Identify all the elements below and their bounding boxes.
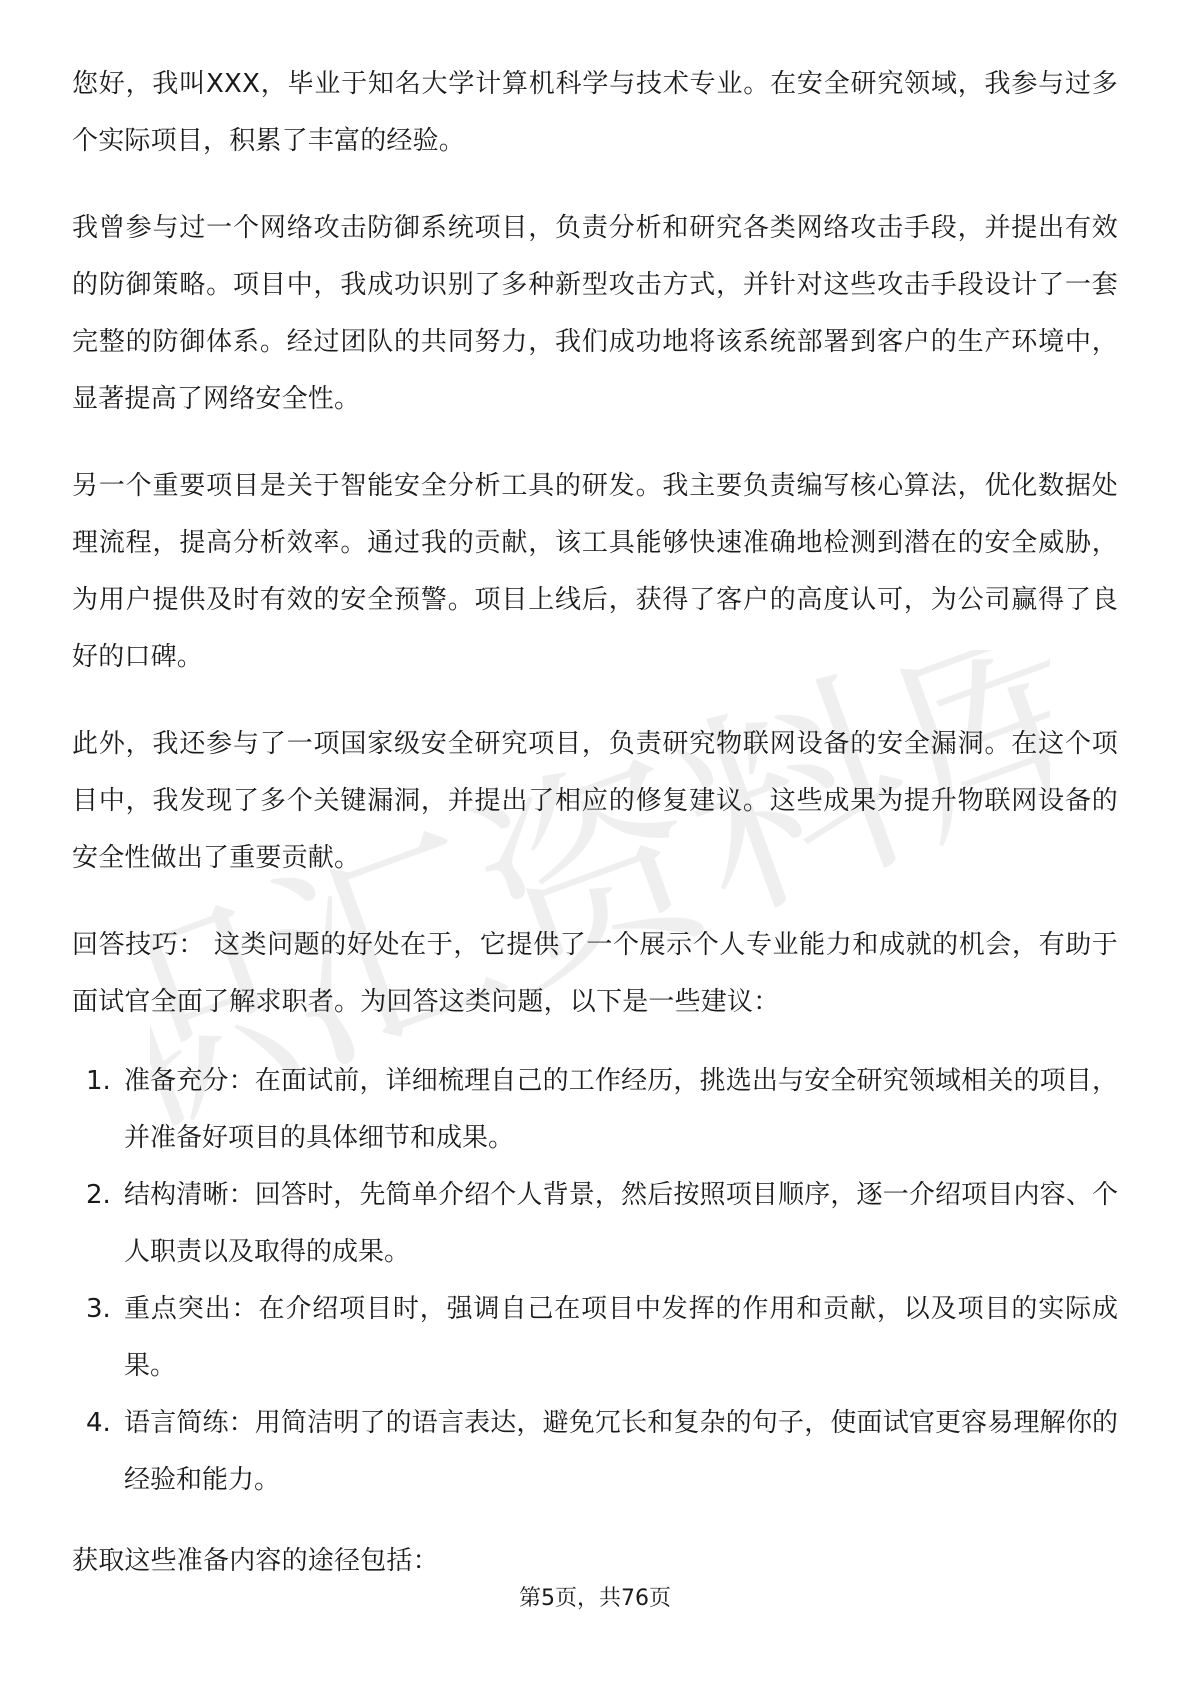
tips-list: [72, 1053, 1118, 1509]
page-footer: [0, 1584, 1190, 1614]
intro-paragraph: 您好，我叫XXX，毕业于知名大学计算机科学与技术专业。在安全研究领域，我参与过多个实际项目，积累了丰富的经验。: [72, 69, 1118, 156]
list-item-text: 重点突出：在介绍项目时，强调自己在项目中发挥的作用和贡献，以及项目的实际成果。: [124, 1294, 1118, 1381]
list-item: [72, 1281, 1118, 1395]
project-paragraph-2: 另一个重要项目是关于智能安全分析工具的研发。我主要负责编写核心算法，优化数据处理流程，提高分析效率。通过我的贡献，该工具能够快速准确地检测到潜在的安全威胁，为用户提供及时有效的安全预警。项目上线后，获得了客户的高度认可，为公司赢得了良好的口碑。: [72, 471, 1118, 672]
list-item-text: 语言简练：用简洁明了的语言表达，避免冗长和复杂的句子，使面试官更容易理解你的经验和能力。: [124, 1408, 1118, 1495]
project-paragraph-3: 此外，我还参与了一项国家级安全研究项目，负责研究物联网设备的安全漏洞。在这个项目中，我发现了多个关键漏洞，并提出了相应的修复建议。这些成果为提升物联网设备的安全性做出了重要贡献。: [72, 729, 1118, 873]
tips-intro-paragraph: 回答技巧： 这类问题的好处在于，它提供了一个展示个人专业能力和成就的机会，有助于面试官全面了解求职者。为回答这类问题，以下是一些建议：: [72, 930, 1118, 1017]
list-item: [72, 1395, 1118, 1509]
page-number: 第5页，共76页: [519, 1586, 671, 1611]
document-body: [72, 56, 1118, 1620]
list-item: [72, 1053, 1118, 1167]
list-item-number: 2.: [86, 1180, 111, 1210]
list-item-number: 1.: [86, 1066, 111, 1096]
watermark-text: 职汇资料库: [150, 650, 1050, 1150]
list-item-text: 结构清晰：回答时，先简单介绍个人背景，然后按照项目顺序，逐一介绍项目内容、个人职责以及取得的成果。: [124, 1180, 1118, 1267]
list-item: [72, 1167, 1118, 1281]
closing-paragraph: 获取这些准备内容的途径包括：: [72, 1546, 439, 1576]
project-paragraph-1: 我曾参与过一个网络攻击防御系统项目，负责分析和研究各类网络攻击手段，并提出有效的防御策略。项目中，我成功识别了多种新型攻击方式，并针对这些攻击手段设计了一套完整的防御体系。经过团队的共同努力，我们成功地将该系统部署到客户的生产环境中，显著提高了网络安全性。: [72, 213, 1118, 414]
list-item-text: 准备充分：在面试前，详细梳理自己的工作经历，挑选出与安全研究领域相关的项目，并准备好项目的具体细节和成果。: [124, 1066, 1118, 1153]
list-item-number: 4.: [86, 1408, 111, 1438]
list-item-number: 3.: [86, 1294, 111, 1324]
